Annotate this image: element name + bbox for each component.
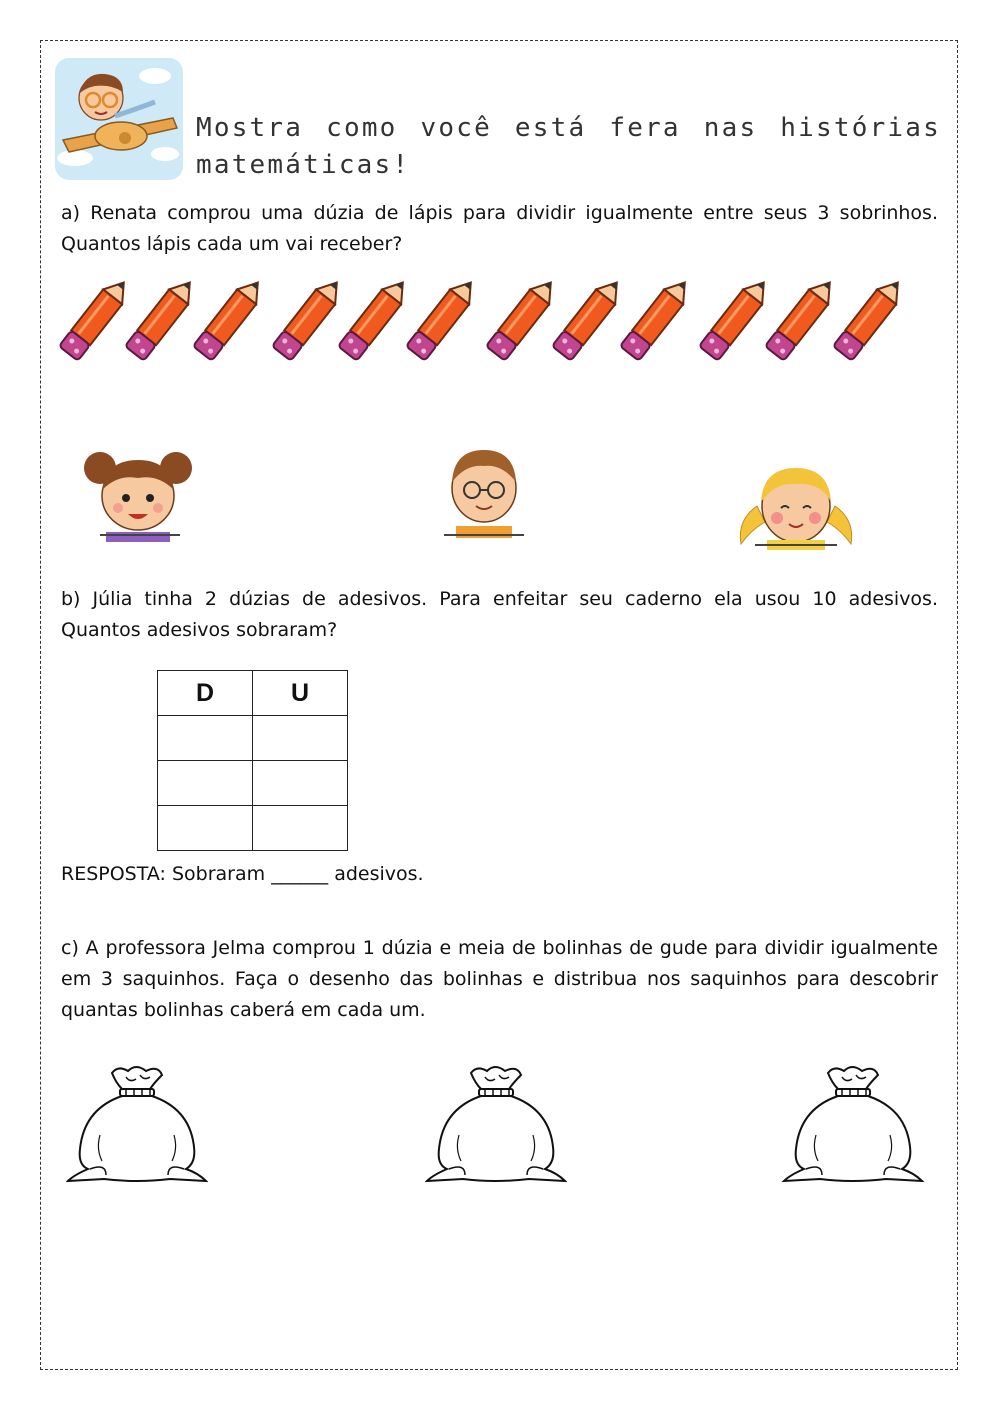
pencil-icon (124, 276, 194, 372)
table-cell[interactable] (253, 761, 348, 806)
table-cell[interactable] (253, 716, 348, 761)
pencil-icon (337, 276, 407, 372)
pencil-icon (192, 276, 262, 372)
girl-with-buns-icon (78, 446, 198, 544)
tens-units-table (157, 670, 348, 851)
pencil-icon (58, 276, 128, 372)
pencil-icon (698, 276, 768, 372)
pencil-icon (832, 276, 902, 372)
bag-2[interactable] (425, 1065, 567, 1193)
question-a-text: a) Renata comprou uma dúzia de lápis para dividir igualmente entre seus 3 sobrinhos. Quantos lápis cada um vai receber? (61, 202, 938, 255)
table-header-units: U (253, 671, 348, 716)
bag-3[interactable] (778, 1065, 928, 1193)
pencil-icon (619, 276, 689, 372)
table-row (158, 806, 348, 851)
boy-on-airplane-icon (55, 58, 183, 180)
table-cell[interactable] (158, 761, 253, 806)
page-title: Mostra como você está fera nas histórias matemáticas! (196, 113, 941, 180)
table-header-tens: D (158, 671, 253, 716)
pencil-row (58, 276, 908, 371)
pencil-icon (405, 276, 475, 372)
table-cell[interactable] (158, 716, 253, 761)
question-b-text: b) Júlia tinha 2 dúzias de adesivos. Para enfeitar seu caderno ela usou 10 adesivos. Quantos adesivos sobraram? (61, 588, 938, 641)
pencil-icon (485, 276, 555, 372)
girl-with-pigtails-icon (735, 460, 857, 552)
answer-line: RESPOSTA: Sobraram ______ adesivos. (61, 863, 424, 885)
bag-1[interactable] (66, 1065, 208, 1193)
table-cell[interactable] (253, 806, 348, 851)
table-row (158, 761, 348, 806)
table-cell[interactable] (158, 806, 253, 851)
pencil-icon (764, 276, 834, 372)
pencil-icon (551, 276, 621, 372)
table-header-row (158, 671, 348, 716)
pencil-icon (271, 276, 341, 372)
boy-with-glasses-icon (440, 442, 528, 540)
question-c-text: c) A professora Jelma comprou 1 dúzia e meia de bolinhas de gude para dividir igualmente em 3 saquinhos. Faça o desenho das bolinhas e distribua nos saquinhos para descobrir quantas bolinhas caberá em cada um. (61, 937, 938, 1021)
table-row (158, 716, 348, 761)
